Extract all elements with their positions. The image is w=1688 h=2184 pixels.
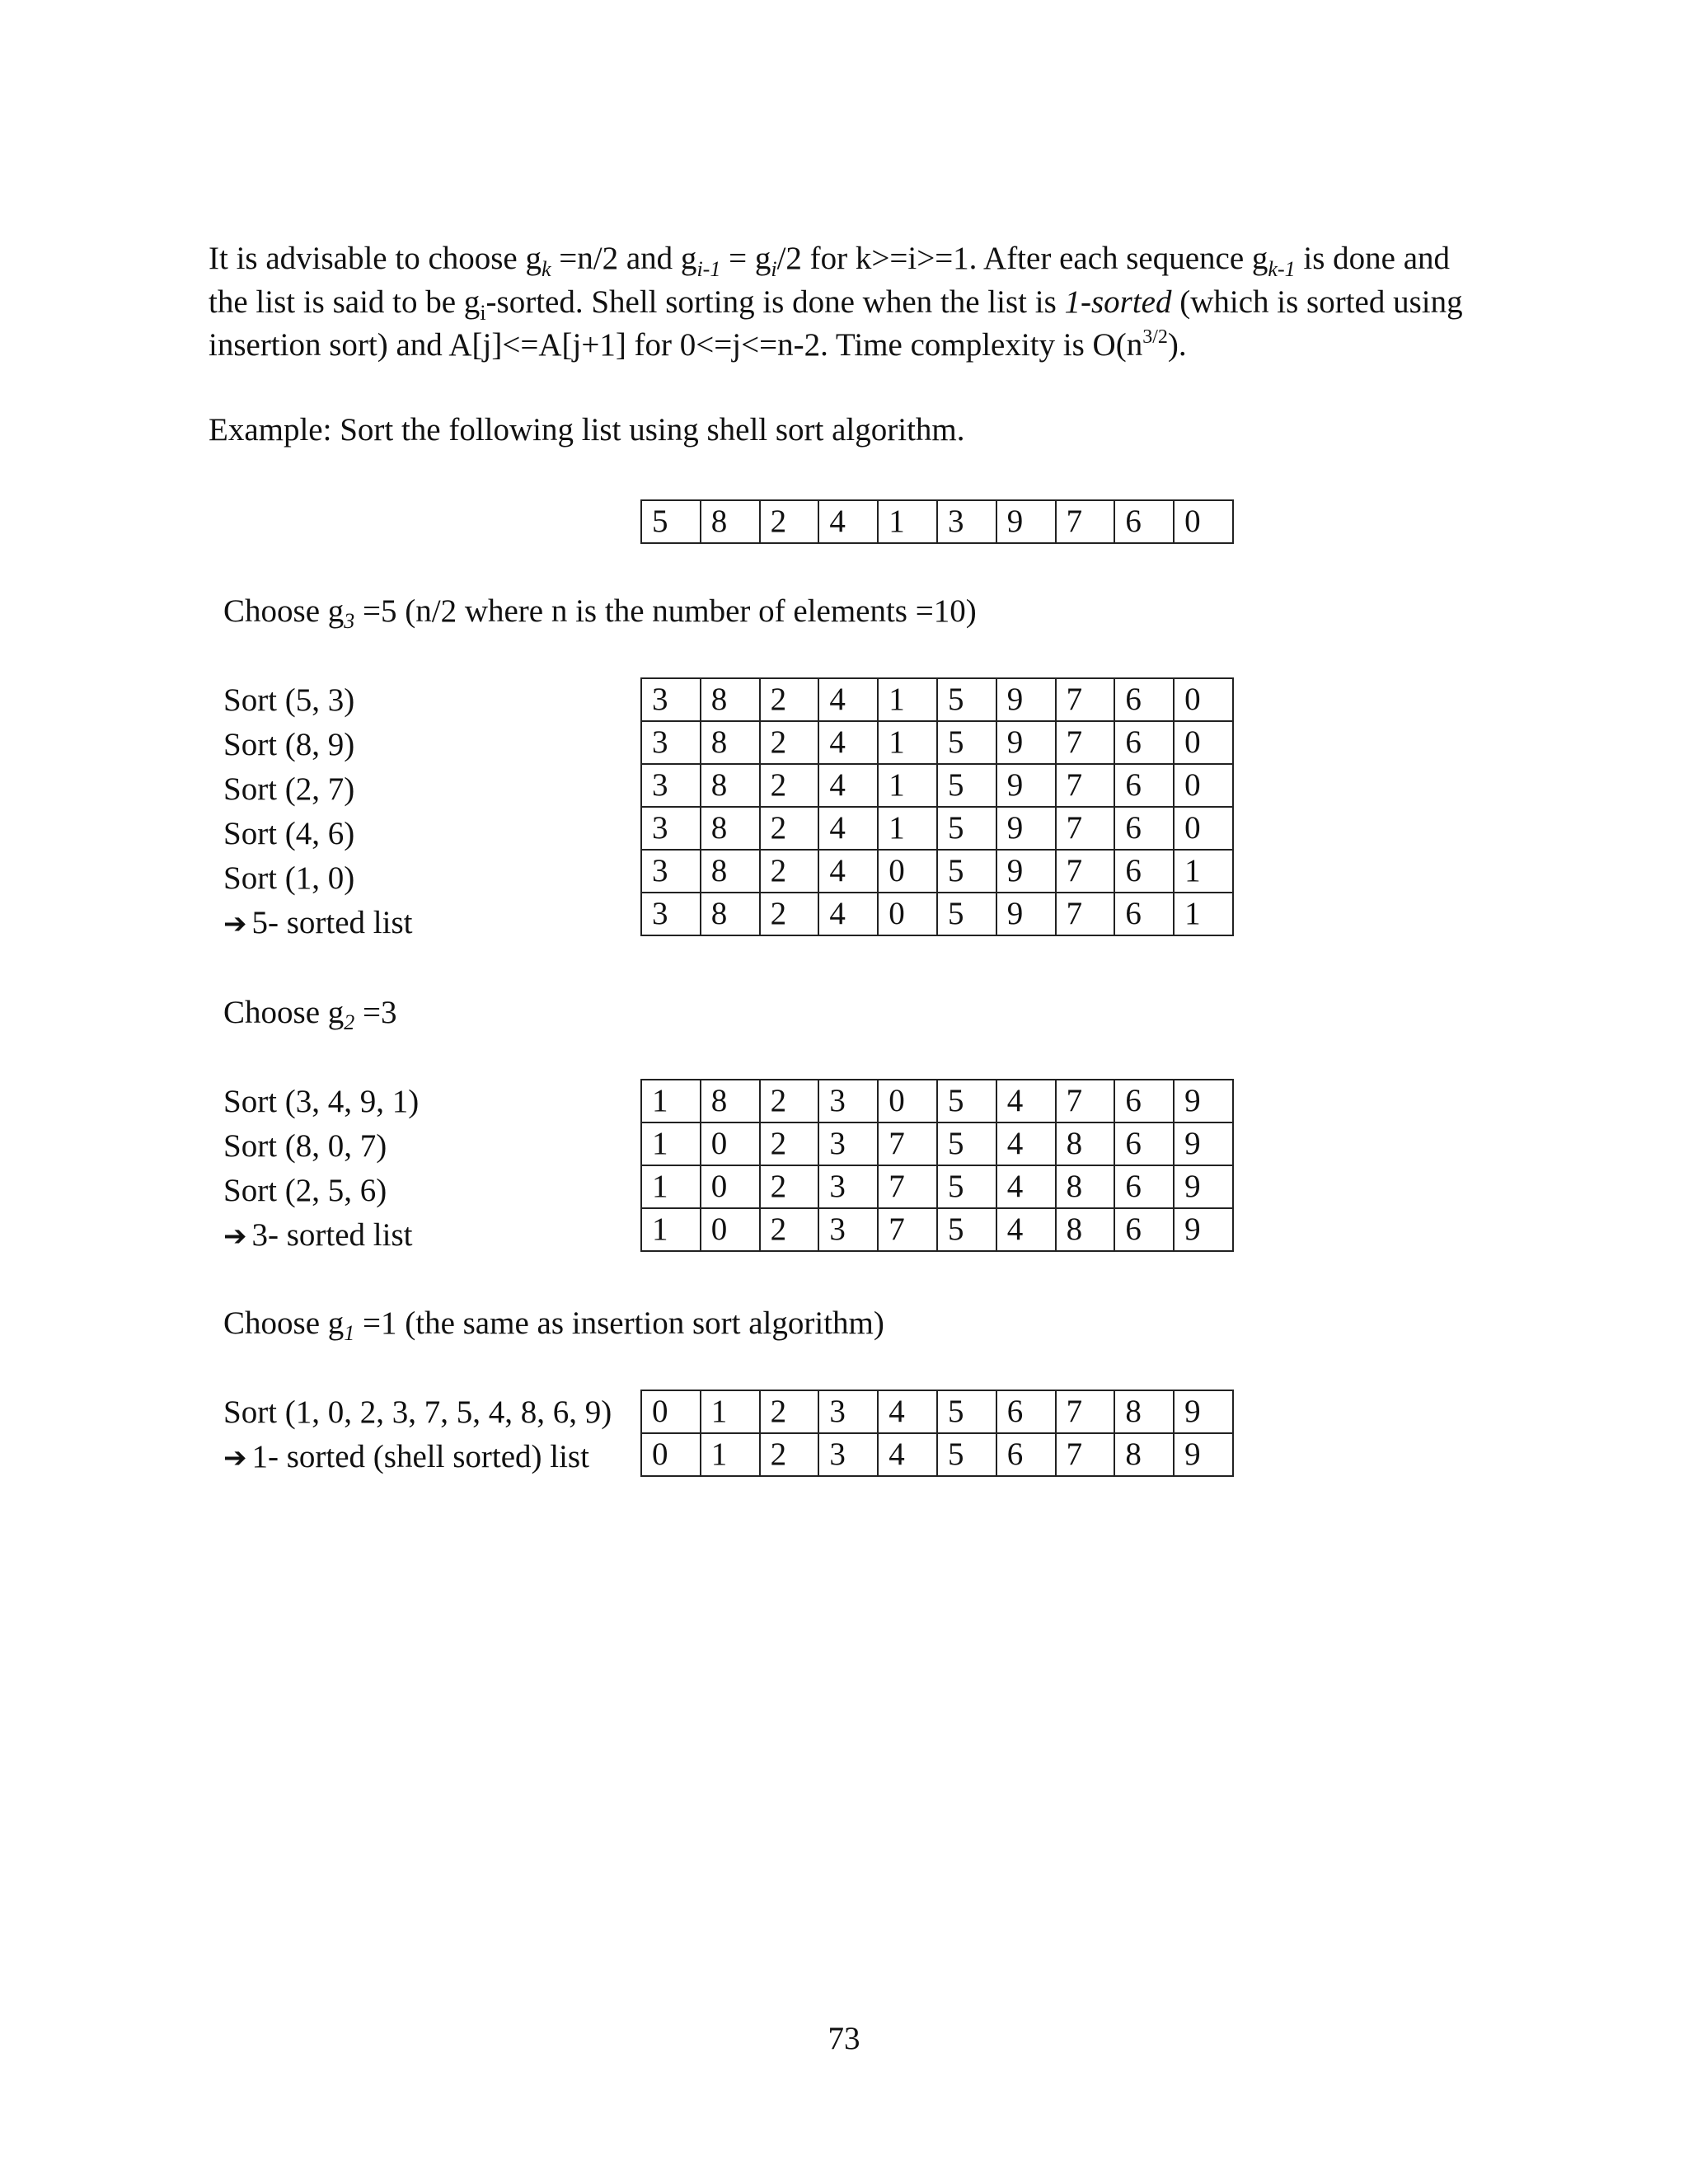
array-cell: 3	[937, 500, 996, 543]
array-cell: 9	[996, 500, 1056, 543]
array-cell: 3	[641, 807, 701, 850]
array-cell: 2	[760, 764, 819, 807]
step-label: Sort (1, 0)	[223, 860, 355, 896]
array-cell: 5	[641, 500, 701, 543]
array-cell: 1	[641, 1208, 701, 1251]
array-cell: 0	[878, 1080, 937, 1122]
array-row	[641, 764, 1233, 807]
array-cell: 1	[641, 1165, 701, 1208]
array-cell: 1	[641, 1080, 701, 1122]
initial-array	[640, 499, 1234, 544]
array-cell: 8	[701, 764, 760, 807]
array-cell: 2	[760, 678, 819, 721]
choose-g1-heading: Choose $g_1 =1$ (the same as insertion sort algorithm)	[223, 1305, 884, 1345]
array-cell: 9	[1174, 1122, 1233, 1165]
array-cell: 5	[937, 1080, 996, 1122]
arrow-icon: ➔	[223, 1441, 247, 1474]
array-cell: 6	[996, 1433, 1056, 1476]
array-row	[641, 678, 1233, 721]
array-cell: 4	[818, 850, 878, 893]
array-row	[641, 721, 1233, 764]
array-cell: 7	[1056, 678, 1115, 721]
array-cell: 2	[760, 807, 819, 850]
array-cell: 4	[996, 1080, 1056, 1122]
array-cell: 0	[701, 1165, 760, 1208]
array-cell: 9	[1174, 1080, 1233, 1122]
array-cell: 0	[1174, 500, 1233, 543]
array-cell: 1	[641, 1122, 701, 1165]
array-cell: 5	[937, 893, 996, 935]
array-cell: 3	[818, 1122, 878, 1165]
array-cell: 0	[701, 1208, 760, 1251]
array-cell: 2	[760, 893, 819, 935]
array-cell: 5	[937, 764, 996, 807]
array-cell: 4	[818, 721, 878, 764]
array-cell: 9	[1174, 1165, 1233, 1208]
array-cell: 4	[996, 1208, 1056, 1251]
array-cell: 6	[1114, 764, 1174, 807]
array-cell: 4	[818, 678, 878, 721]
array-cell: 3	[641, 893, 701, 935]
array-cell: 9	[1174, 1390, 1233, 1433]
array-cell: 6	[1114, 1208, 1174, 1251]
array-row	[641, 807, 1233, 850]
array-cell: 0	[1174, 764, 1233, 807]
array-cell: 5	[937, 1165, 996, 1208]
array-cell: 8	[701, 1080, 760, 1122]
step-label: Sort (3, 4, 9, 1)	[223, 1084, 420, 1119]
array-cell: 4	[818, 764, 878, 807]
array-row	[641, 1208, 1233, 1251]
step-label: Sort (1, 0, 2, 3, 7, 5, 4, 8, 6, 9)	[223, 1394, 612, 1430]
array-cell: 8	[701, 500, 760, 543]
array-cell: 2	[760, 1080, 819, 1122]
array-cell: 6	[1114, 807, 1174, 850]
array-cell: 6	[1114, 500, 1174, 543]
array-cell: 3	[818, 1390, 878, 1433]
array-cell: 8	[701, 678, 760, 721]
result-label: ➔ 5- sorted list	[223, 905, 413, 940]
array-cell: 5	[937, 850, 996, 893]
array-cell: 3	[818, 1433, 878, 1476]
step-label: Sort (8, 0, 7)	[223, 1128, 387, 1164]
arrow-icon: ➔	[223, 1220, 247, 1253]
array-cell: 2	[760, 850, 819, 893]
array-cell: 3	[818, 1208, 878, 1251]
array-cell: 5	[937, 1390, 996, 1433]
array-cell: 8	[1056, 1208, 1115, 1251]
array-cell: 6	[1114, 1122, 1174, 1165]
array-row	[641, 1080, 1233, 1122]
array-cell: 8	[701, 721, 760, 764]
array-cell: 6	[1114, 1165, 1174, 1208]
array-cell: 8	[701, 850, 760, 893]
array-row	[641, 893, 1233, 935]
array-cell: 6	[1114, 721, 1174, 764]
array-cell: 7	[878, 1122, 937, 1165]
array-cell: 9	[996, 678, 1056, 721]
array-cell: 9	[996, 721, 1056, 764]
array-cell: 9	[1174, 1208, 1233, 1251]
array-cell: 7	[1056, 721, 1115, 764]
array-cell: 5	[937, 1208, 996, 1251]
step-label: Sort (4, 6)	[223, 816, 355, 851]
array-cell: 7	[878, 1165, 937, 1208]
array-cell: 6	[1114, 1080, 1174, 1122]
stage2-table	[640, 1079, 1234, 1252]
array-cell: 7	[1056, 1433, 1115, 1476]
array-cell: 3	[818, 1080, 878, 1122]
step-label: Sort (2, 7)	[223, 771, 355, 807]
array-cell: 2	[760, 1208, 819, 1251]
array-cell: 7	[1056, 764, 1115, 807]
result-label: ➔ 1- sorted (shell sorted) list	[223, 1439, 589, 1474]
array-cell: 2	[760, 1433, 819, 1476]
array-cell: 5	[937, 1433, 996, 1476]
array-cell: 1	[878, 721, 937, 764]
array-cell: 0	[641, 1433, 701, 1476]
array-cell: 6	[1114, 850, 1174, 893]
array-cell: 2	[760, 1122, 819, 1165]
choose-g3-heading: Choose $g_3 =5$ (n/2 where n is the number of elements =10)	[223, 593, 977, 633]
array-cell: 0	[1174, 807, 1233, 850]
array-row	[641, 1390, 1233, 1433]
array-row	[641, 1165, 1233, 1208]
array-cell: 7	[1056, 893, 1115, 935]
array-cell: 1	[878, 764, 937, 807]
array-cell: 3	[641, 721, 701, 764]
result-label: ➔ 3- sorted list	[223, 1217, 413, 1253]
array-cell: 7	[878, 1208, 937, 1251]
arrow-icon: ➔	[223, 907, 247, 940]
array-cell: 6	[1114, 678, 1174, 721]
array-cell: 0	[1174, 721, 1233, 764]
array-cell: 1	[701, 1390, 760, 1433]
array-cell: 1	[878, 678, 937, 721]
array-cell: 1	[1174, 893, 1233, 935]
array-row	[641, 850, 1233, 893]
array-cell: 2	[760, 1165, 819, 1208]
array-cell: 0	[878, 850, 937, 893]
array-cell: 7	[1056, 1080, 1115, 1122]
array-cell: 2	[760, 1390, 819, 1433]
array-cell: 3	[818, 1165, 878, 1208]
array-cell: 9	[996, 807, 1056, 850]
array-cell: 8	[1056, 1122, 1115, 1165]
step-label: Sort (2, 5, 6)	[223, 1173, 387, 1208]
array-cell: 5	[937, 721, 996, 764]
array-row	[641, 1122, 1233, 1165]
array-row	[641, 500, 1233, 543]
array-cell: 3	[641, 850, 701, 893]
array-cell: 9	[996, 850, 1056, 893]
array-cell: 5	[937, 1122, 996, 1165]
array-cell: 7	[1056, 1390, 1115, 1433]
array-cell: 4	[878, 1390, 937, 1433]
array-cell: 7	[1056, 850, 1115, 893]
array-cell: 9	[996, 893, 1056, 935]
array-cell: 3	[641, 764, 701, 807]
array-cell: 8	[701, 893, 760, 935]
array-cell: 2	[760, 721, 819, 764]
array-cell: 0	[641, 1390, 701, 1433]
array-cell: 4	[996, 1165, 1056, 1208]
array-cell: 4	[818, 893, 878, 935]
array-cell: 4	[996, 1122, 1056, 1165]
array-cell: 9	[996, 764, 1056, 807]
array-cell: 5	[937, 807, 996, 850]
array-cell: 4	[818, 807, 878, 850]
array-cell: 0	[878, 893, 937, 935]
array-cell: 1	[878, 500, 937, 543]
array-cell: 7	[1056, 807, 1115, 850]
array-cell: 8	[1114, 1390, 1174, 1433]
array-row	[641, 1433, 1233, 1476]
array-cell: 0	[701, 1122, 760, 1165]
array-cell: 6	[1114, 893, 1174, 935]
example-heading: Example: Sort the following list using shell sort algorithm.	[209, 412, 965, 448]
intro-paragraph: It is advisable to choose $g_k =n/2$ and $g_{i-1} = g_i/2$ for k>=i>=1. After each sequence $g_{k-1}$ is done and the list is said to be $g_i$-sorted. Shell sorting is done when the list is 1-sorted (which is sorted using insertion sort) and A[j]<=A[j+1] for 0<=j<=n-2. Time complexity is $O(n^{3/2})$.	[209, 241, 1463, 363]
array-cell: 4	[878, 1433, 937, 1476]
array-cell: 5	[937, 678, 996, 721]
array-cell: 4	[818, 500, 878, 543]
step-label: Sort (8, 9)	[223, 727, 355, 762]
array-cell: 6	[996, 1390, 1056, 1433]
array-cell: 2	[760, 500, 819, 543]
step-label: Sort (5, 3)	[223, 682, 355, 718]
array-cell: 1	[1174, 850, 1233, 893]
array-cell: 1	[701, 1433, 760, 1476]
array-cell: 9	[1174, 1433, 1233, 1476]
array-cell: 8	[1056, 1165, 1115, 1208]
array-cell: 8	[701, 807, 760, 850]
array-cell: 1	[878, 807, 937, 850]
array-cell: 0	[1174, 678, 1233, 721]
page-number: 73	[828, 2021, 860, 2056]
array-cell: 7	[1056, 500, 1115, 543]
array-cell: 8	[1114, 1433, 1174, 1476]
array-cell: 3	[641, 678, 701, 721]
stage3-table	[640, 677, 1234, 936]
choose-g2-heading: Choose $g_2 =3$	[223, 995, 397, 1034]
stage1-table	[640, 1390, 1234, 1477]
